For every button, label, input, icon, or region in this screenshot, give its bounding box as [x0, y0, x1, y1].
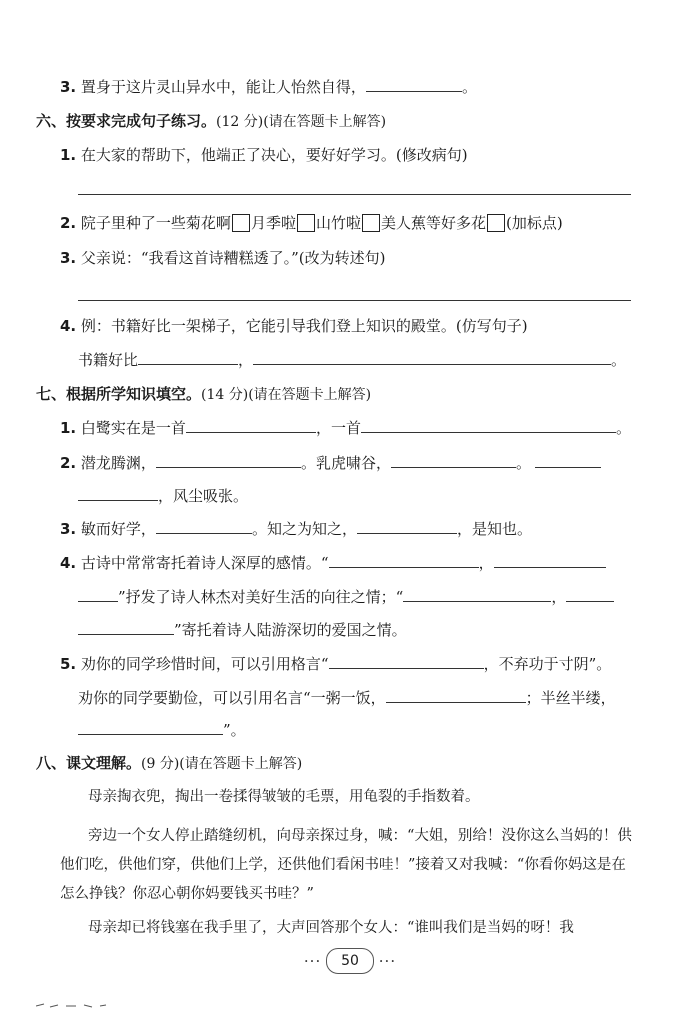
answer-blank[interactable] — [391, 453, 516, 468]
passage-paragraph: 母亲却已将钱塞在我手里了，大声回答那个女人：“谁叫我们是当妈的呀！我 — [88, 920, 574, 936]
answer-blank[interactable] — [78, 486, 158, 501]
answer-blank[interactable] — [156, 453, 301, 468]
answer-line[interactable] — [78, 194, 631, 195]
question-text: 父亲说：“我看这首诗糟糕透了。”(改为转述句) — [80, 249, 386, 267]
section-8-heading — [36, 753, 302, 774]
passage-paragraph: 母亲掏衣兜，掏出一卷揉得皱皱的毛票，用龟裂的手指数着。 — [88, 789, 480, 805]
question-text: ，一首 — [315, 419, 361, 437]
question-text: 敏而好学， — [80, 520, 156, 538]
answer-blank[interactable] — [566, 587, 614, 602]
question-text: 美人蕉等好多花 — [380, 214, 486, 232]
question-text: ，不弃功于寸阴”。 — [483, 655, 612, 673]
question-text: 劝你的同学珍惜时间，可以引用格言“ — [80, 655, 329, 673]
answer-blank[interactable] — [494, 553, 606, 568]
punctuation: ”。 — [223, 721, 246, 739]
question-text: 置身于这片灵山异水中，能让人怡然自得， — [80, 78, 366, 96]
punctuation: ， — [478, 554, 494, 572]
s7-question-3 — [60, 519, 532, 539]
answer-blank[interactable] — [366, 77, 462, 92]
question-text: 山竹啦 — [315, 214, 361, 232]
section-title: 七、根据所学知识填空。 — [36, 385, 202, 403]
s7-question-2-cont — [78, 486, 248, 506]
question-text: 例：书籍好比一架梯子，它能引导我们登上知识的殿堂。(仿写句子) — [80, 317, 528, 335]
section-score-note: (9 分)(请在答题卡上解答) — [141, 756, 303, 772]
answer-blank[interactable] — [253, 350, 611, 365]
s7-question-4 — [60, 553, 606, 573]
answer-blank[interactable] — [329, 654, 484, 669]
s6-question-4-answer — [78, 350, 626, 370]
s7-question-1 — [60, 418, 631, 438]
s7-question-5-line2 — [78, 688, 616, 708]
decorative-dots: ··· — [378, 952, 397, 970]
question-number: 1. — [60, 146, 77, 164]
question-text: ；半丝半缕， — [525, 689, 616, 707]
question-text: 月季啦 — [250, 214, 296, 232]
question-text: 院子里种了一些菊花啊 — [80, 214, 231, 232]
question-number: 3. — [60, 520, 77, 538]
punctuation-box[interactable] — [297, 214, 315, 232]
instruction: (加标点) — [505, 214, 563, 232]
punctuation: ， — [238, 351, 254, 369]
s7-question-5 — [60, 654, 611, 674]
page-number: 50 — [341, 953, 359, 969]
decorative-dots: ··· — [303, 952, 322, 970]
question-text: 劝你的同学要勤俭，可以引用名言“一粥一饭， — [78, 689, 386, 707]
question-text: ”抒发了诗人林杰对美好生活的向往之情；“ — [118, 588, 404, 606]
page-edge-mark — [36, 1003, 156, 1009]
punctuation: 。 — [515, 454, 531, 472]
question-text: ，是知也。 — [456, 520, 532, 538]
answer-blank[interactable] — [78, 620, 174, 635]
question-number: 1. — [60, 419, 77, 437]
answer-blank[interactable] — [535, 453, 601, 468]
answer-blank[interactable] — [156, 519, 252, 534]
section-score-note: (12 分)(请在答题卡上解答) — [216, 114, 387, 130]
question-text: ，风尘吸张。 — [158, 487, 249, 505]
punctuation: 。 — [615, 419, 631, 437]
sentence-start: 书籍好比 — [78, 351, 139, 369]
s7-question-2 — [60, 453, 601, 473]
answer-blank[interactable] — [78, 720, 223, 735]
punctuation: 。 — [611, 351, 627, 369]
answer-blank[interactable] — [186, 418, 316, 433]
question-number: 2. — [60, 214, 77, 232]
section-score-note: (14 分)(请在答题卡上解答) — [201, 387, 372, 403]
answer-blank[interactable] — [78, 587, 118, 602]
question-text: 在大家的帮助下，他端正了决心，要好好学习。(修改病句) — [80, 146, 468, 164]
answer-blank[interactable] — [329, 553, 479, 568]
question-text: 。知之为知之， — [251, 520, 357, 538]
question-text: 。乳虎啸谷， — [300, 454, 391, 472]
s7-question-4-line2 — [78, 587, 614, 607]
s6-question-2 — [60, 213, 563, 233]
answer-line[interactable] — [78, 300, 631, 301]
question-number: 3. — [60, 249, 77, 267]
section-6-heading — [36, 111, 386, 132]
punctuation-box[interactable] — [232, 214, 250, 232]
question-text: ”寄托着诗人陆游深切的爱国之情。 — [174, 621, 407, 639]
s6-question-1 — [60, 145, 468, 165]
question-text: 白鹭实在是一首 — [80, 419, 186, 437]
answer-blank[interactable] — [386, 688, 526, 703]
question-3-top — [60, 77, 477, 97]
answer-blank[interactable] — [357, 519, 457, 534]
passage-paragraph: 旁边一个女人停止踏缝纫机，向母亲探过身，喊：“大姐，别给！没你这么当妈的！供他们吃，供他们穿，供他们上学，还供他们看闲书哇！”接着又对我喊：“你看你妈这是在怎么挣钱？你忍心朝你妈要钱买书哇？” — [60, 828, 632, 902]
s7-question-5-line3 — [78, 720, 246, 740]
punctuation-box[interactable] — [362, 214, 380, 232]
question-text: 古诗中常常寄托着诗人深厚的感情。“ — [80, 554, 329, 572]
s6-question-4 — [60, 316, 528, 336]
page-number-footer — [0, 948, 700, 974]
answer-blank[interactable] — [138, 350, 238, 365]
section-7-heading — [36, 384, 371, 405]
punctuation-box[interactable] — [487, 214, 505, 232]
question-number: 3. — [60, 78, 77, 96]
punctuation: 。 — [461, 78, 477, 96]
question-number: 5. — [60, 655, 77, 673]
question-number: 4. — [60, 554, 77, 572]
question-text: 潜龙腾渊， — [80, 454, 156, 472]
section-title: 八、课文理解。 — [36, 754, 142, 772]
cloud-icon — [326, 948, 374, 974]
punctuation: ， — [551, 588, 567, 606]
s7-question-4-line3 — [78, 620, 407, 640]
answer-blank[interactable] — [403, 587, 551, 602]
s6-question-3 — [60, 248, 385, 268]
answer-blank[interactable] — [361, 418, 616, 433]
question-number: 2. — [60, 454, 77, 472]
question-number: 4. — [60, 317, 77, 335]
section-title: 六、按要求完成句子练习。 — [36, 112, 217, 130]
